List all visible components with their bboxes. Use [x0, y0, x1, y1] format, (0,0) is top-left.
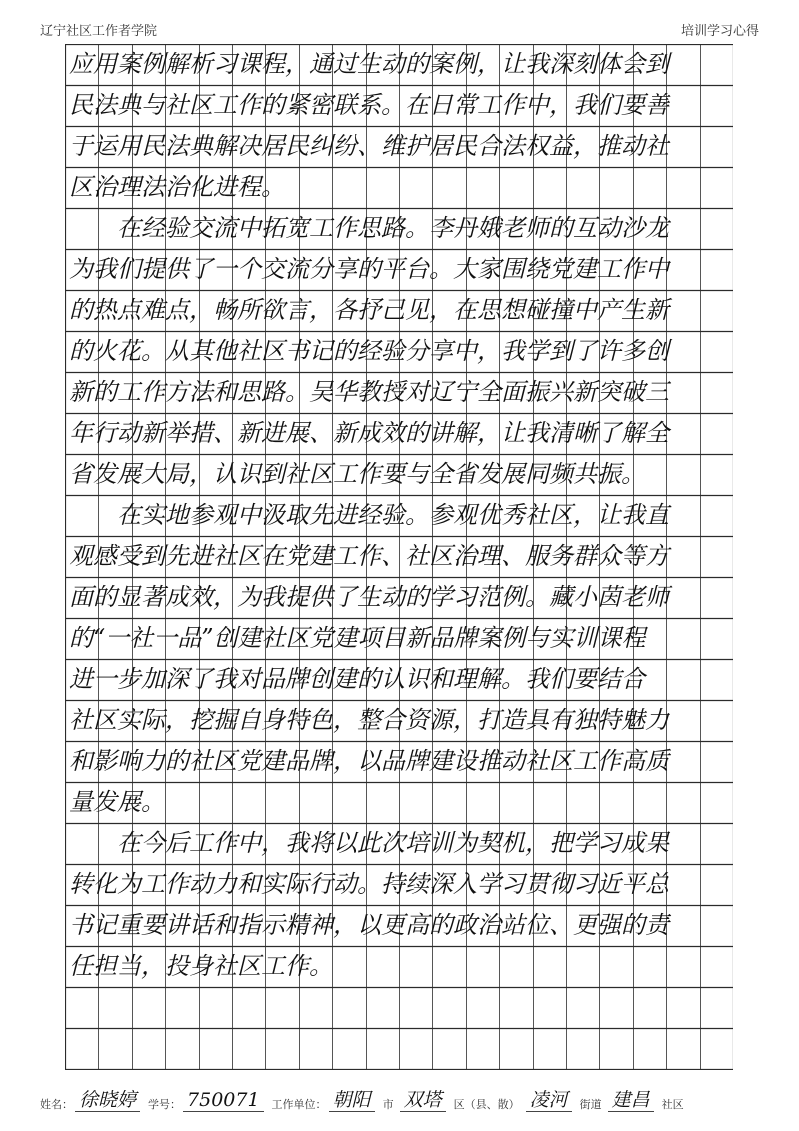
city-label: 市: [382, 1098, 394, 1111]
text-line: 的火花。从其他社区书记的经验分享中，我学到了许多创: [69, 337, 669, 365]
text-line: 在实地参观中汲取先进经验。参观优秀社区，让我直: [69, 501, 669, 529]
id-label: 学号：: [148, 1098, 182, 1111]
text-line: 为我们提供了一个交流分享的平台。大家围绕党建工作中: [69, 255, 669, 283]
text-line: 的“一社一品”创建社区党建项目新品牌案例与实训课程: [69, 624, 646, 652]
text-line: 区治理法治化进程。: [69, 173, 285, 201]
text-line: 进一步加深了我对品牌创建的认识和理解。我们要结合: [69, 665, 645, 693]
street-label: 街道: [579, 1098, 602, 1111]
text-line: [69, 985, 729, 1029]
district-value: 双塔: [400, 1089, 446, 1112]
text-line: 的热点难点，畅所欲言，各抒己见，在思想碰撞中产生新: [69, 296, 669, 324]
text-line: 社区实际，挖掘自身特色，整合资源，打造具有独特魅力: [69, 706, 669, 734]
header-institution: 辽宁社区工作者学院: [40, 23, 158, 39]
text-line: 在今后工作中，我将以此次培训为契机，把学习成果: [69, 829, 669, 857]
text-line: 量发展。: [69, 788, 165, 816]
text-line: 应用案例解析习课程，通过生动的案例，让我深刻体会到: [69, 50, 669, 78]
city-value: 朝阳: [329, 1089, 375, 1112]
text-line: 新的工作方法和思路。吴华教授对辽宁全面振兴新突破三: [69, 378, 669, 406]
text-line: 于运用民法典解决居民纠纷、维护居民合法权益，推动社: [69, 132, 669, 160]
district-label: 区（县、散）: [453, 1098, 520, 1111]
community-value: 建昌: [608, 1089, 654, 1112]
name-label: 姓名：: [40, 1098, 73, 1111]
name-value: 徐晓婷: [75, 1089, 140, 1112]
unit-label: 工作单位：: [271, 1098, 327, 1111]
text-line: 转化为工作动力和实际行动。持续深入学习贯彻习近平总: [69, 870, 669, 898]
writing-grid: [65, 44, 733, 1070]
text-line: 省发展大局，认识到社区工作要与全省发展同频共振。: [69, 460, 645, 488]
text-line: 面的显著成效，为我提供了生动的学习范例。藏小茵老师: [69, 583, 669, 611]
page-footer: [40, 1080, 759, 1112]
text-line: 和影响力的社区党建品牌，以品牌建设推动社区工作高质: [69, 747, 669, 775]
text-line: [69, 1026, 729, 1070]
community-label: 社区: [661, 1098, 684, 1111]
text-line: 年行动新举措、新进展、新成效的讲解，让我清晰了解全: [69, 419, 669, 447]
county-value: 凌河: [526, 1089, 572, 1112]
text-line: 书记重要讲话和指示精神，以更高的政治站位、更强的责: [69, 911, 669, 939]
page-header: [40, 14, 759, 44]
text-line: 民法典与社区工作的紧密联系。在日常工作中，我们要善: [69, 91, 669, 119]
header-doc-title: 培训学习心得: [680, 23, 759, 39]
id-value: 750071: [183, 1089, 264, 1112]
text-line: 在经验交流中拓宽工作思路。李丹娥老师的互动沙龙: [69, 214, 669, 242]
text-line: 观感受到先进社区在党建工作、社区治理、服务群众等方: [69, 542, 669, 570]
text-line: 任担当，投身社区工作。: [69, 952, 333, 980]
